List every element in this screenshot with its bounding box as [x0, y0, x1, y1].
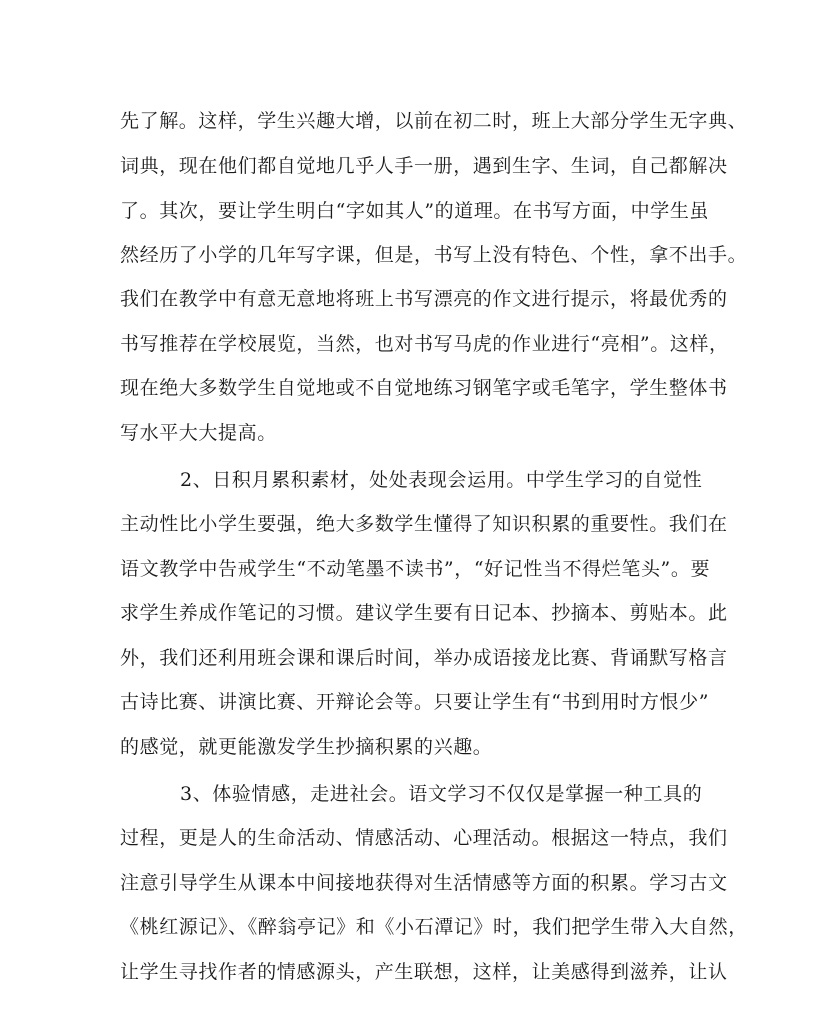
- text-line: 2、日积月累积素材，处处表现会运用。中学生学习的自觉性: [180, 469, 703, 491]
- text-line: 主动性比小学生要强，绝大多数学生懂得了知识积累的重要性。我们在: [120, 513, 728, 535]
- text-line: 书写推荐在学校展览，当然，也对书写马虎的作业进行“亮相”。这样，: [120, 333, 729, 355]
- text-line: 我们在教学中有意无意地将班上书写漂亮的作文进行提示，将最优秀的: [120, 288, 728, 310]
- text-line: 《桃红源记》、《醉翁亭记》和《小石潭记》时，我们把学生带入大自然，: [120, 916, 748, 938]
- text-line: 的感觉，就更能激发学生抄摘积累的兴趣。: [120, 736, 493, 758]
- text-line: 让学生寻找作者的情感源头，产生联想，这样，让美感得到滋养，让认: [120, 961, 728, 983]
- text-line: 词典，现在他们都自觉地几乎人手一册，遇到生字、生词，自己都解决: [120, 155, 728, 177]
- text-line: 外，我们还利用班会课和课后时间，举办成语接龙比赛、背诵默写格言: [120, 647, 728, 669]
- text-line: 现在绝大多数学生自觉地或不自觉地练习钢笔字或毛笔字，学生整体书: [120, 377, 728, 399]
- text-line: 求学生养成作笔记的习惯。建议学生要有日记本、抄摘本、剪贴本。此: [120, 602, 728, 624]
- text-line: 语文教学中告戒学生“不动笔墨不读书”，“好记性当不得烂笔头”。要: [120, 558, 711, 580]
- text-line: 3、体验情感，走进社会。语文学习不仅仅是掌握一种工具的: [180, 783, 703, 805]
- text-line: 过程，更是人的生命活动、情感活动、心理活动。根据这一特点，我们: [120, 827, 728, 849]
- text-line: 写水平大大提高。: [120, 422, 277, 444]
- text-line: 了。其次，要让学生明白“字如其人”的道理。在书写方面，中学生虽: [120, 200, 710, 222]
- text-line: 先了解。这样，学生兴趣大增，以前在初二时，班上大部分学生无字典、: [120, 110, 748, 132]
- text-line: 然经历了小学的几年写字课，但是，书写上没有特色、个性，拿不出手。: [120, 244, 748, 266]
- text-line: 注意引导学生从课本中间接地获得对生活情感等方面的积累。学习古文: [120, 872, 728, 894]
- text-line: 古诗比赛、讲演比赛、开辩论会等。只要让学生有“书到用时方恨少”: [120, 691, 710, 713]
